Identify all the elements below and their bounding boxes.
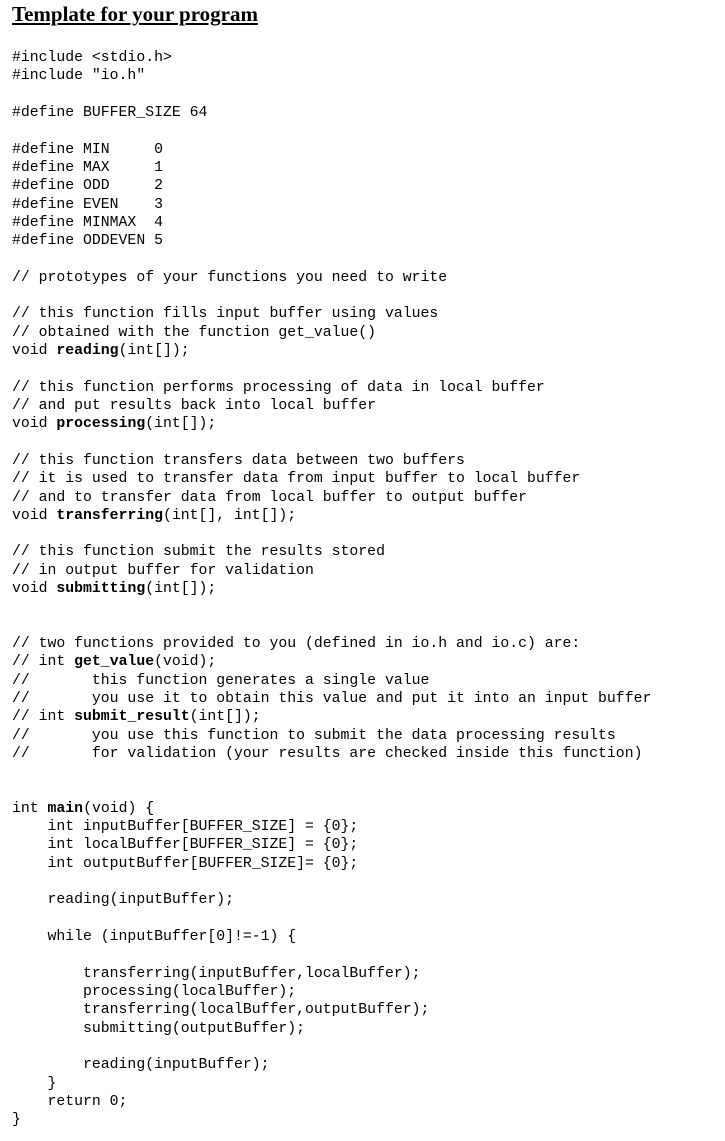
code-line: // you use this function to submit the data processing results (12, 727, 616, 744)
code-block (12, 49, 651, 1129)
code-line: // two functions provided to you (defined in io.h and io.c) are: (12, 636, 581, 652)
code-line: // this function submit the results stored (12, 544, 385, 561)
code-line: void transferring(int[], int[]); (12, 507, 297, 524)
code-line: transferring(localBuffer,outputBuffer); (12, 1002, 430, 1019)
code-line: // in output buffer for validation (12, 562, 314, 579)
code-line: #define MAX 1 (12, 159, 163, 176)
function-name: main (47, 800, 84, 817)
code-line: // this function transfers data between two buffers (12, 452, 465, 469)
code-line: } (12, 1112, 21, 1129)
code-line: // int get_value(void); (12, 654, 217, 671)
code-line: // prototypes of your functions you need to write (12, 269, 448, 286)
code-line: // this function performs processing of data in local buffer (12, 379, 545, 396)
code-line (12, 360, 651, 378)
code-line: // it is used to transfer data from input buffer to local buffer (12, 471, 581, 488)
code-line: processing(localBuffer); (12, 983, 297, 1000)
code-line (12, 763, 651, 781)
code-line: // int submit_result(int[]); (12, 709, 261, 726)
code-line (12, 1038, 651, 1056)
code-line: // this function fills input buffer using values (12, 306, 439, 323)
code-line: int localBuffer[BUFFER_SIZE] = {0}; (12, 837, 359, 854)
code-line: return 0; (12, 1093, 128, 1110)
code-line (12, 910, 651, 928)
code-line: // and to transfer data from local buffer to output buffer (12, 489, 528, 506)
code-line: int main(void) { (12, 800, 155, 817)
code-line (12, 122, 651, 140)
code-line (12, 525, 651, 543)
function-name: transferring (56, 507, 163, 524)
code-line (12, 287, 651, 305)
code-line: while (inputBuffer[0]!=-1) { (12, 929, 297, 945)
code-line: #define ODDEVEN 5 (12, 233, 163, 250)
code-line: // this function generates a single value (12, 672, 430, 689)
document-title: Template for your program (12, 2, 258, 26)
code-line (12, 873, 651, 891)
code-line (12, 250, 651, 268)
code-line: #define ODD 2 (12, 178, 163, 195)
function-name: submitting (56, 581, 146, 598)
function-name: reading (56, 343, 119, 359)
function-name: get_value (74, 654, 155, 671)
code-line: #include <stdio.h> (12, 50, 172, 66)
code-line: #include "io.h" (12, 68, 146, 85)
code-line: int outputBuffer[BUFFER_SIZE]= {0}; (12, 855, 359, 872)
function-name: processing (56, 416, 146, 433)
code-line: void reading(int[]); (12, 343, 190, 359)
code-line: #define MINMAX 4 (12, 214, 163, 231)
code-line (12, 598, 651, 616)
code-line: reading(inputBuffer); (12, 1057, 270, 1074)
code-line: submitting(outputBuffer); (12, 1020, 306, 1037)
code-line (12, 617, 651, 635)
code-line: void processing(int[]); (12, 416, 217, 433)
code-line: void submitting(int[]); (12, 581, 217, 598)
code-line: } (12, 1075, 57, 1092)
code-line (12, 782, 651, 800)
function-name: submit_result (74, 709, 190, 726)
code-line: reading(inputBuffer); (12, 892, 234, 909)
code-line: // for validation (your results are checked inside this function) (12, 745, 643, 762)
code-line: // and put results back into local buffer (12, 397, 377, 414)
code-line: #define BUFFER_SIZE 64 (12, 104, 208, 121)
code-line (12, 946, 651, 964)
code-line: int inputBuffer[BUFFER_SIZE] = {0}; (12, 819, 359, 836)
code-line: transferring(inputBuffer,localBuffer); (12, 965, 421, 982)
code-line: #define MIN 0 (12, 141, 163, 158)
code-line (12, 434, 651, 452)
code-line: // obtained with the function get_value() (12, 324, 377, 341)
code-line: #define EVEN 3 (12, 196, 163, 213)
code-line (12, 86, 651, 104)
code-line: // you use it to obtain this value and put it into an input buffer (12, 690, 652, 707)
